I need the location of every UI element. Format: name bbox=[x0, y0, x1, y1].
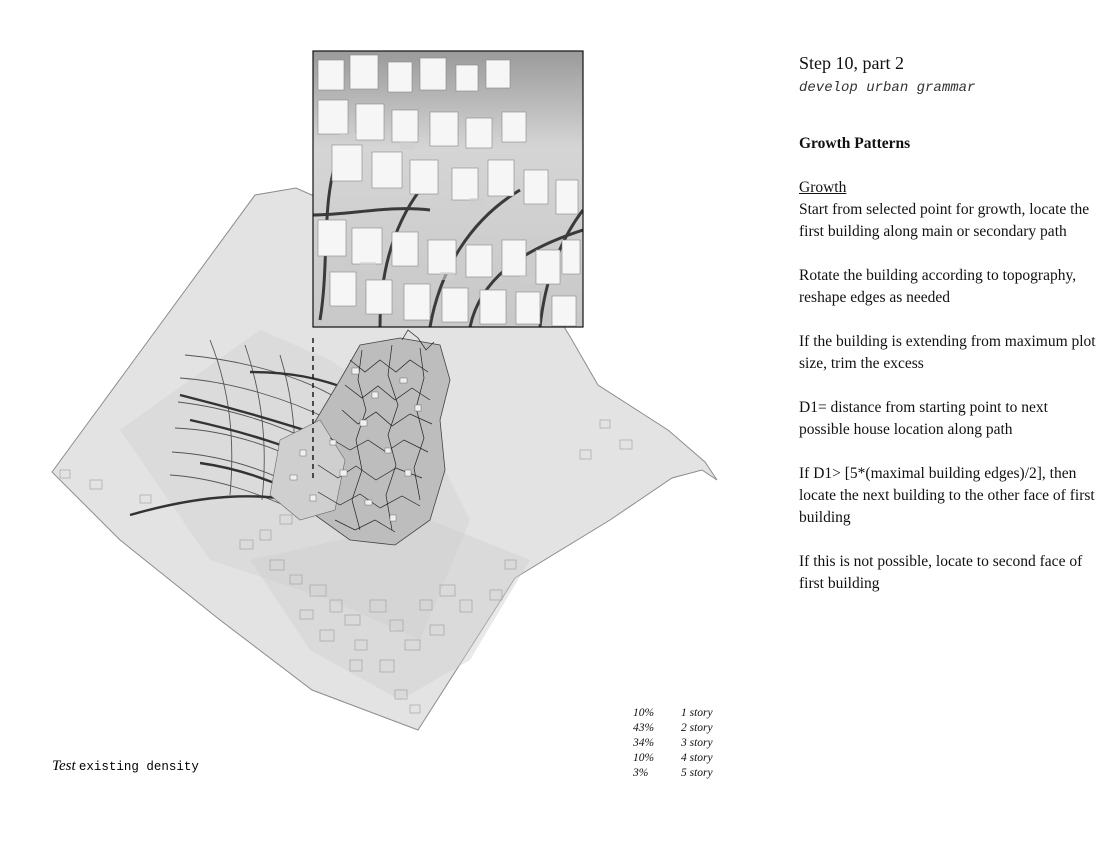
legend-row bbox=[633, 721, 713, 736]
legend-label: 3 story bbox=[681, 737, 713, 749]
caption-description: existing density bbox=[78, 760, 199, 774]
legend-row bbox=[633, 751, 713, 766]
legend-row bbox=[633, 706, 713, 721]
description-text bbox=[799, 133, 1099, 617]
legend-row bbox=[633, 736, 713, 751]
legend-label: 5 story bbox=[681, 767, 713, 779]
story-legend bbox=[633, 706, 713, 781]
paragraph: D1= distance from starting point to next possible house location along path bbox=[799, 399, 1048, 438]
legend-percent: 10% bbox=[633, 752, 655, 764]
legend-label: 4 story bbox=[681, 752, 713, 764]
caption-test-label: Test bbox=[52, 758, 76, 774]
legend-label: 1 story bbox=[681, 707, 713, 719]
section-heading: Growth Patterns bbox=[799, 135, 911, 152]
page-title: Step 10, part 2 bbox=[799, 53, 904, 73]
legend-row bbox=[633, 766, 713, 781]
legend-percent: 3% bbox=[633, 767, 649, 779]
zoom-inset bbox=[313, 51, 583, 327]
paragraph: If D1> [5*(maximal building edges)/2], then locate the next building to the other face of first building bbox=[799, 465, 1095, 526]
paragraph: If the building is extending from maximum plot size, trim the excess bbox=[799, 333, 1096, 372]
legend-percent: 10% bbox=[633, 707, 655, 719]
legend-label: 2 story bbox=[681, 722, 713, 734]
paragraph: Rotate the building according to topography, reshape edges as needed bbox=[799, 267, 1077, 306]
figure-caption bbox=[52, 758, 199, 775]
paragraph: Start from selected point for growth, locate the first building along main or secondary path bbox=[799, 201, 1090, 240]
growth-heading: Growth bbox=[799, 179, 847, 196]
page-subtitle: develop urban grammar bbox=[799, 80, 976, 96]
legend-percent: 43% bbox=[633, 722, 655, 734]
paragraph: If this is not possible, locate to second face of first building bbox=[799, 553, 1083, 592]
legend-percent: 34% bbox=[633, 737, 655, 749]
